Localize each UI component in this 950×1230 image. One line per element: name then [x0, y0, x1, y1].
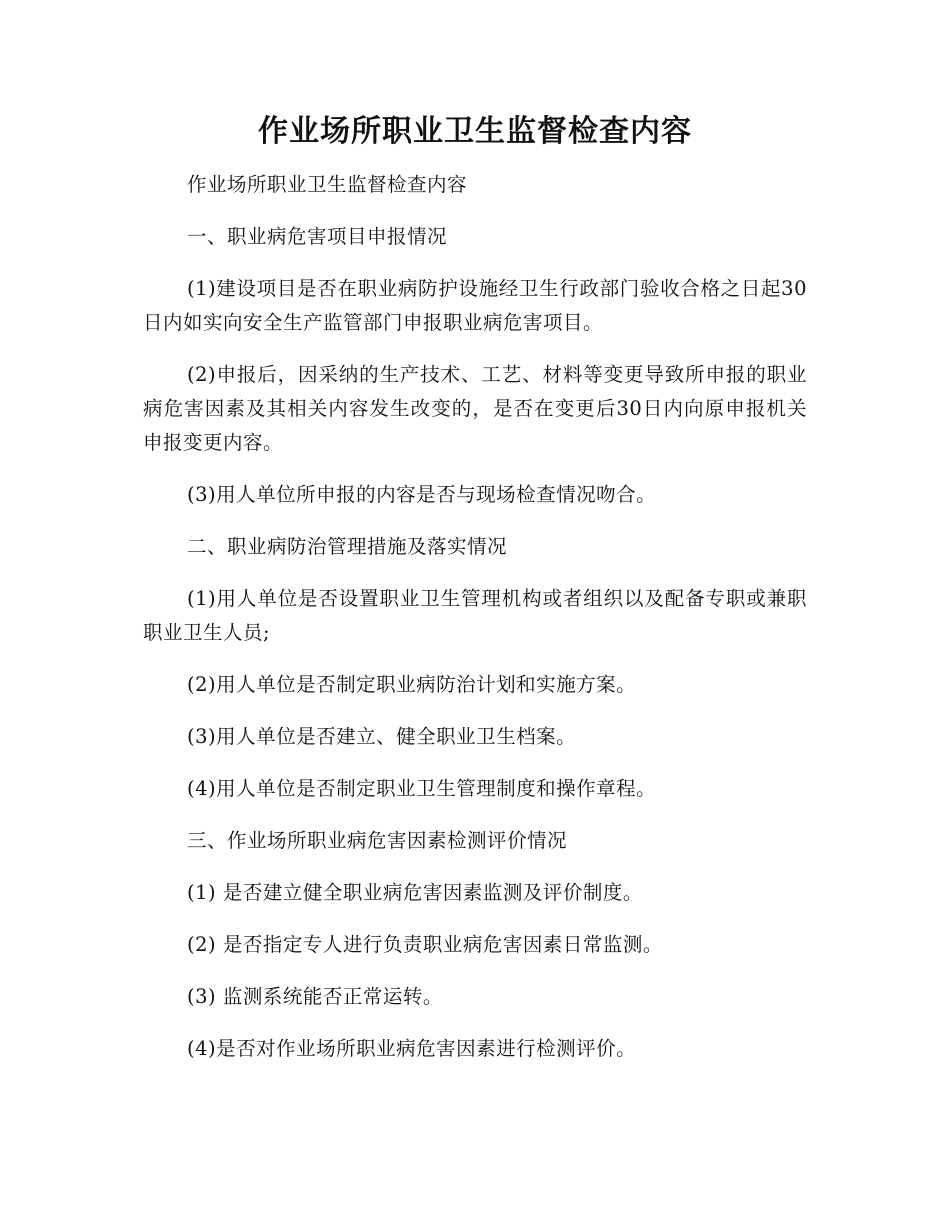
paragraph-1-3: (3)用人单位所申报的内容是否与现场检查情况吻合。 [187, 483, 657, 506]
paragraph-1-1: (1)建设项目是否在职业病防护设施经卫生行政部门验收合格之日起30日内如实向安全生产监管部门申报职业病危害项目。 [143, 277, 807, 334]
document-title: 作业场所职业卫生监督检查内容 [258, 114, 692, 149]
paragraph-2-3: (3)用人单位是否建立、健全职业卫生档案。 [187, 725, 577, 748]
paragraph-3-3: (3) 监测系统能否正常运转。 [187, 985, 443, 1008]
section-heading-1: 一、职业病危害项目申报情况 [187, 225, 448, 248]
paragraph-2-4: (4)用人单位是否制定职业卫生管理制度和操作章程。 [187, 777, 657, 800]
paragraph-3-4: (4)是否对作业场所职业病危害因素进行检测评价。 [187, 1037, 637, 1060]
paragraph-3-1: (1) 是否建立健全职业病危害因素监测及评价制度。 [187, 881, 643, 904]
paragraph-1-2: (2)申报后，因采纳的生产技术、工艺、材料等变更导致所申报的职业病危害因素及其相关内容发生改变的，是否在变更后30日内向原申报机关申报变更内容。 [143, 363, 807, 454]
section-heading-2: 二、职业病防治管理措施及落实情况 [187, 535, 508, 558]
paragraph-2-1: (1)用人单位是否设置职业卫生管理机构或者组织以及配备专职或兼职职业卫生人员; [143, 587, 807, 644]
document-body [143, 168, 807, 1084]
paragraph-2-2: (2)用人单位是否制定职业病防治计划和实施方案。 [187, 673, 637, 696]
section-heading-3: 三、作业场所职业病危害因素检测评价情况 [187, 829, 568, 852]
paragraph-subtitle: 作业场所职业卫生监督检查内容 [187, 173, 468, 196]
paragraph-3-2: (2) 是否指定专人进行负责职业病危害因素日常监测。 [187, 933, 663, 956]
